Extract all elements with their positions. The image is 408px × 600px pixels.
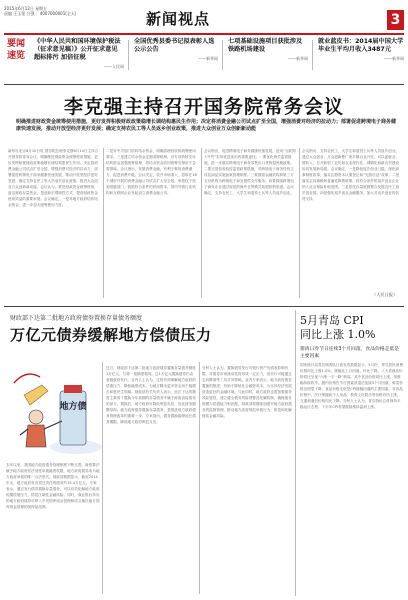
column-divider (299, 148, 300, 298)
story1-headline: 李克强主持召开国务院常务会议 (63, 96, 344, 118)
body-text-column: 会议指出，支持农民工、大学生和退役士兵等人员返乡创业，通过大众创业、万众创新使广袤乡镇百业兴旺，可以促就业、增收入，打开新型工业化和农业现代化、城镇化和新农村建设协同发展新局面。会议确定，一是降低返乡创业门槛，深化商事制度改革，落实注册资本认缴登记和“先照后证”改革。二是落实定向减税和普遍性降费政策，将符合条件的返乡创业企业纳入社会保险补贴范围。三是依托存量资源整合发展农民工返乡创业园。四是强化返乡创业金融服务，加大对返乡创业的信贷支持。 (302, 149, 400, 201)
divider (128, 40, 129, 70)
brief-source: ——新华网 (288, 56, 308, 61)
brief-text: 七项基础设施项目获批涉及铁路机场建设 (228, 38, 303, 53)
body-text-column: 国家统计局青岛调查队日前发布数据显示，5月份，青岛居民消费价格同比上涨1.0%，涨幅比上月回落，环比下降。八大类商品价格同比呈现“六涨一平一降”格局。其中食品价格同比上涨，但涨幅持续收窄。猪肉价格在节日因素消退后连续3个月回落，鲜菜价格也明显下降，食品价格走低是CPI涨幅回落的主要因素。非食品价格中，医疗保健和个人用品、教育文化娱乐等价格有所上涨，交通和通信价格同比下降。分析人士认为，青岛物价总体保持平稳运行态势，下半年CPI有望继续维持温和上涨。 (300, 363, 403, 409)
body-text-column: 二是对中央部门结转结余资金，明确清理回收和统筹使用要求。三是建立结余资金定期清理机制，对专项转移支付结转资金加强统筹管理，将结余资金收回统筹安排用于急需领域。会议指出，发展消费金融，有利于释放消费潜力、促进消费升级。会议决定，放开市场准入，将原在16个城市开展的消费金融公司试点扩大至全国。审批权下放到省级部门，鼓励符合条件的民间资本、国内外银行业机构和互联网企业发起设立消费金融公司。 (106, 149, 197, 195)
story1-signature: （人民日报） (372, 292, 398, 297)
brief-item[interactable] (228, 38, 308, 61)
brief-item[interactable] (318, 38, 404, 61)
issue-editor: 责编 王玉玺 吕强 ：4007000001(全天) (4, 11, 77, 16)
brief-source: ——新华网 (198, 56, 218, 61)
section-rule (4, 306, 404, 307)
masthead-rule (4, 33, 404, 35)
divider (312, 40, 313, 70)
column-divider (199, 362, 200, 594)
page-number: 3 (387, 10, 404, 30)
column-divider (201, 148, 202, 298)
brief-text: 就业蓝皮书：2014届中国大学毕业生平均月收入3487元 (318, 38, 404, 53)
body-text-column: 去年以来，我国地方政府债务管理制度不断完善。新预算法赋予地方政府依法适度举债融资权限，地方政府债券成为地方政府举债的唯一合法形式。财政部数据显示，截至2014年末，地方政府负有偿还责任的债务约15.4万亿元。专家表示，通过发行债券置换存量债务，可以有效化解地方政府短期偿债压力，防范区域性金融风险。同时，商业银行持有的地方政府债券可纳入中央国库现金管理和试点地区地方国库现金管理的抵押品范围。 (6, 463, 100, 509)
divider (222, 40, 223, 70)
illustration-label (59, 400, 86, 412)
column-divider (103, 148, 104, 298)
svg-text:地方债: 地方债 (59, 402, 87, 412)
masthead (0, 0, 408, 34)
body-text-column: 会议指出，促进跨境电子商务健康快速发展，是用“互联网+外贸”实现优进优出的重要途径。一要优化海关监管措施，进一步落实跨境电子商务零售出口货物退免税政策。二要完善检验检疫监管政策措施，对跨境电子商务经营主体及商品实施备案管理制度。三要鼓励金融机构和第三方支付机构为跨境电子商务提供支付服务。四要鼓励跨境电子商务企业通过规范的海外仓等模式拓展营销渠道。会议确定，支持农民工、大学生和退役士兵等人员返乡创业。 (204, 149, 296, 195)
body-text-column: 新华社北京6月10日电 国务院总理李克强6月10日主持召开国务院常务会议，明确推进财政资金统筹使用措施，更好发挥积极财政政策稳增长调结构惠民生作用；决定将消费金融公司试点扩至全国，增强消费对经济的拉动力；部署促进跨境电子商务健康快速发展，推动开放型经济更好发展；确定支持农民工等人员返乡创业政策，推进大众创业万众创新新动能。会议认为，推进财政资金统筹使用，盘活财政存量资金，是创新宏观调控方式、提高财政资金使用效益的重要举措。会议确定，一是对地方政府结转结余资金，进一步加大统筹使用力度。 (8, 149, 99, 207)
section-title: 新闻视点 (146, 10, 211, 28)
section-rule (4, 84, 404, 85)
story1-deck: 明确推进财政资金统筹使用措施，更好发挥积极财政政策稳增长调结构惠民生作用；决定将消费金融公司试点扩至全国，增强消费对经济的拉动力；部署促进跨境电子商务健康快速发展，推动开放型经济更好发展；确定支持农民工等人员返乡创业政策，推进大众创业万众创新新动能 (16, 119, 397, 132)
brief-text: 《中华人民共和国环境保护税法（征求意见稿）》公开征求意见 超标排污 加倍征税 (34, 38, 121, 61)
brief-source: ——人民网 (104, 64, 124, 69)
column-divider (102, 362, 103, 594)
briefs-label: 要闻速览 (6, 39, 25, 61)
body-text-column: 近日，财政部下达第二批地方政府债券置换存量债务额度1万亿元。与第一批额度相同，这1万亿元置换债券仍由省级政府发行。业内人士认为，这将有效缓解地方政府的偿债压力，降低融资成本，为地方腾出更多资金用于稳增长和惠民生领域。财政部有关负责人表示，此次下达的额度主要用于置换今年到期的存量债务中属于政府直接债务的部分。置换后，地方政府可降低利息负担，优化债务期限结构。地方政府债券置换存量债务，是推进地方政府债务管理改革的重要一步。专家指出，债务置换能够延长债务期限，降低地方政府利息支出。 (106, 366, 196, 424)
brief-text: 全国优秀县委书记拟表彰人选公示公告 (134, 38, 215, 53)
story3-headline: 5月青岛 CPI 同比上涨 1.0% (300, 314, 376, 341)
issue-meta (4, 6, 84, 16)
story3-deck: 猪肉日券节日连续3个月回落，食品价格走低是主要因素 (300, 347, 399, 359)
body-text-column: 分析人士认为，置换债券发行对银行资产负债表影响有限，对债券市场流动性将形成一定压力，但央行可能通过定向降准等工具对冲影响。业内专家表示，地方政府债券置换的推进，有助于降低社会融资成本，为实体经济发展营造更好的金融环境。与此同时，地方政府也需加强债务风险管控，建立健全债务风险预警及化解机制，确保债务规模与偿债能力相匹配。财政部将继续加强对地方政府债务的监督管理，推动地方政府规范举债行为，防范和化解财政金融风险。 (202, 366, 292, 418)
debt-illustration (6, 365, 104, 457)
column-divider (295, 310, 296, 596)
brief-item[interactable] (34, 38, 124, 69)
brief-source: ——新华网 (384, 56, 404, 61)
story2-headline: 万亿元债券缓解地方偿债压力 (10, 326, 212, 344)
issue-date: 2015年6月12日 星期五 (4, 6, 48, 11)
story2-kicker: 财政部下达第二批地方政府债券置换存量债务额度 (10, 315, 143, 322)
brief-item[interactable] (134, 38, 218, 61)
